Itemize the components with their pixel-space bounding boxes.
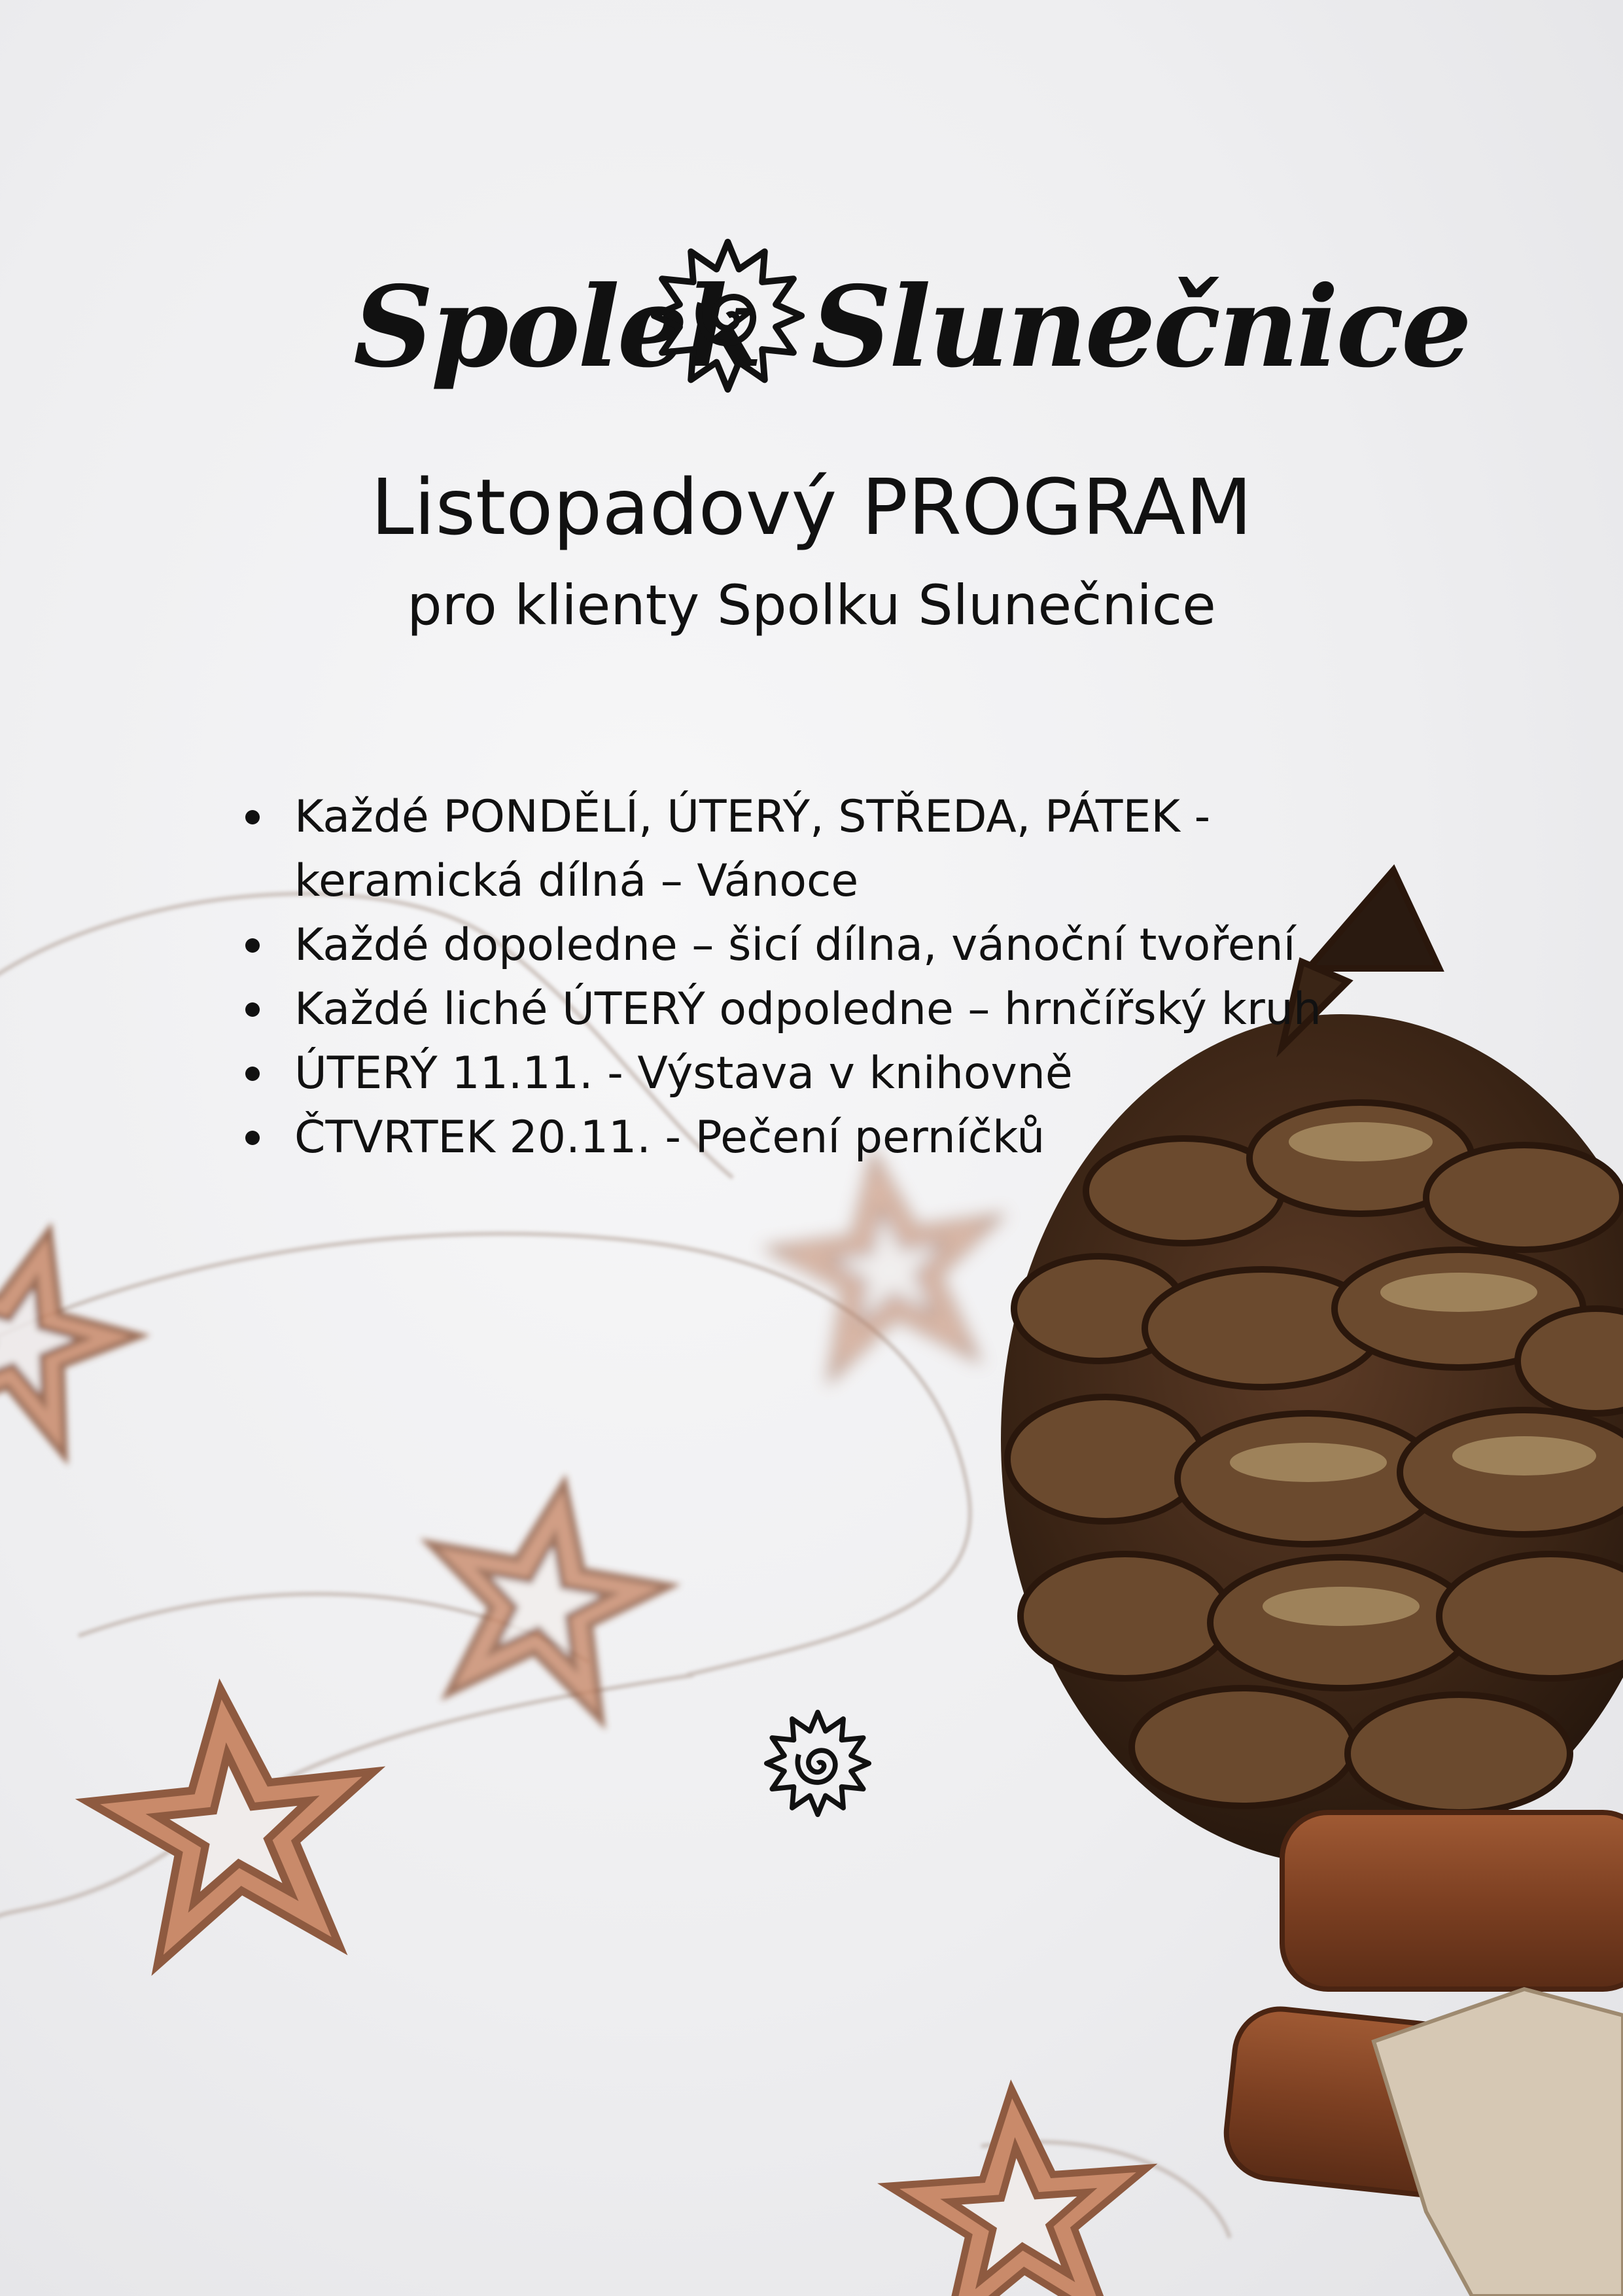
logo-word-slunecnice: Slunečnice [811,262,1470,393]
program-item [239,1106,1351,1170]
program-item [239,978,1351,1042]
page-subtitle: pro klienty Spolku Slunečnice [407,573,1216,637]
program-item-text: ÚTERÝ 11.11. - Výstava v knihovně [294,1048,1073,1099]
page-title: Listopadový PROGRAM [370,462,1253,552]
logo [353,236,1470,412]
logo-word-spolek: Spolek [353,262,760,393]
bullet-icon [245,810,260,824]
program-list [239,785,1351,1170]
sun-spiral-icon [648,236,808,396]
program-item [239,913,1351,978]
program-item-text: Každé dopoledne – šicí dílna, vánoční tvoření [294,919,1296,971]
sun-spiral-icon [762,1708,873,1819]
program-item-text: Každé PONDĚLÍ, ÚTERÝ, STŘEDA, PÁTEK - keramická dílná – Vánoce [294,791,1211,907]
copper-star-icon [0,1139,1157,2296]
program-item-text: Každé liché ÚTERÝ odpoledne – hrnčířský kruh [294,983,1321,1035]
program-item [239,785,1351,913]
bullet-icon [245,1002,260,1017]
bullet-icon [245,1067,260,1081]
bullet-icon [245,938,260,953]
bullet-icon [245,1131,260,1145]
program-item [239,1042,1351,1106]
cinnamon-stick-icon [1222,1812,1623,2296]
program-item-text: ČTVRTEK 20.11. - Pečení perníčků [294,1112,1045,1163]
